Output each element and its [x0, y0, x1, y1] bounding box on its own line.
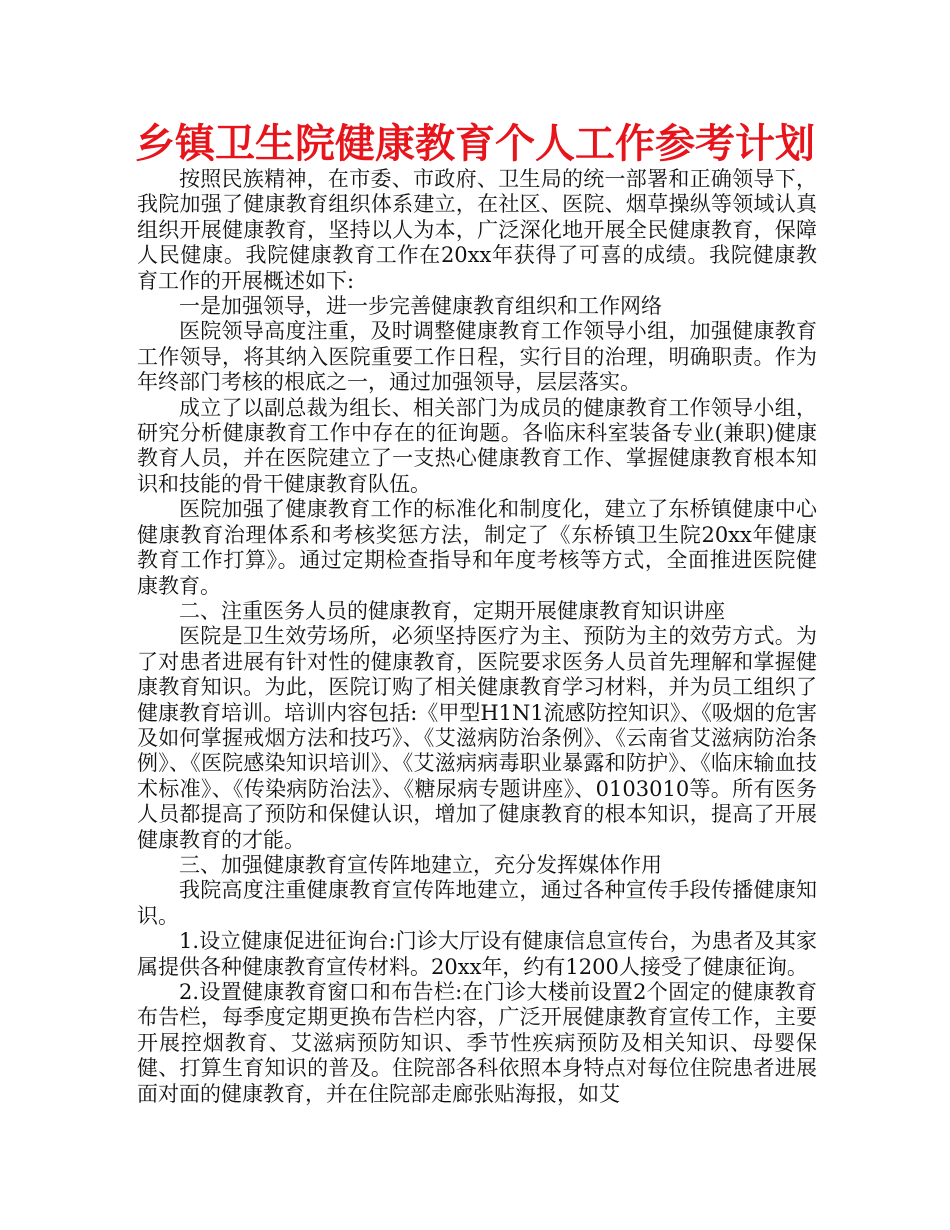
document-title: 乡镇卫生院健康教育个人工作参考计划	[135, 121, 815, 167]
paragraph: 按照民族精神，在市委、市政府、卫生局的统一部署和正确领导下，我院加强了健康教育组织体系建立，在社区、医院、烟草操纵等领域认真组织开展健康教育，坚持以人为本，广泛深化地开展全民健康教育，保障人民健康。我院健康教育工作在20xx年获得了可喜的成绩。我院健康教育工作的开展概述如下:	[137, 167, 817, 293]
paragraph: 二、注重医务人员的健康教育，定期开展健康教育知识讲座	[179, 598, 725, 623]
paragraph: 1.设立健康促进征询台:门诊大厅设有健康信息宣传台，为患者及其家属提供各种健康教育宣传材料。20xx年，约有1200人接受了健康征询。	[137, 929, 817, 979]
paragraph: 医院是卫生效劳场所，必须坚持医疗为主、预防为主的效劳方式。为了对患者进展有针对性的健康教育，医院要求医务人员首先理解和掌握健康教育知识。为此，医院订购了相关健康教育学习材料，并为员工组织了健康教育培训。培训内容包括:《甲型H1N1流感防控知识》、《吸烟的危害及如何掌握戒烟方法和技巧》、《艾滋病防治条例》、《云南省艾滋病防治条例》、《医院感染知识培训》、《艾滋病病毒职业暴露和防护》、《临床输血技术标准》、《传染病防治法》、《糖尿病专题讲座》、0103010等。所有医务人员都提高了预防和保健认识，增加了健康教育的根本知识，提高了开展健康教育的才能。	[137, 624, 817, 852]
paragraph: 医院加强了健康教育工作的标准化和制度化，建立了东桥镇健康中心健康教育治理体系和考核奖惩方法，制定了《东桥镇卫生院20xx年健康教育工作打算》。通过定期检查指导和年度考核等方式，全面推进医院健康教育。	[137, 497, 817, 598]
paragraph: 一是加强领导，进一步完善健康教育组织和工作网络	[179, 294, 662, 319]
document-body	[137, 167, 817, 1107]
paragraph: 成立了以副总裁为组长、相关部门为成员的健康教育工作领导小组，研究分析健康教育工作中存在的征询题。各临床科室装备专业(兼职)健康教育人员，并在医院建立了一支热心健康教育工作、掌握健康教育根本知识和技能的骨干健康教育队伍。	[137, 395, 817, 496]
paragraph: 医院领导高度注重，及时调整健康教育工作领导小组，加强健康教育工作领导，将其纳入医院重要工作日程，实行目的治理，明确职责。作为年终部门考核的根底之一，通过加强领导，层层落实。	[137, 319, 817, 395]
paragraph: 我院高度注重健康教育宣传阵地建立，通过各种宣传手段传播健康知识。	[137, 878, 817, 928]
paragraph: 2.设置健康教育窗口和布告栏:在门诊大楼前设置2个固定的健康教育布告栏，每季度定期更换布告栏内容，广泛开展健康教育宣传工作，主要开展控烟教育、艾滋病预防知识、季节性疾病预防及相关知识、母婴保健、打算生育知识的普及。住院部各科依照本身特点对每位住院患者进展面对面的健康教育，并在住院部走廊张贴海报，如艾	[137, 980, 817, 1106]
paragraph: 三、加强健康教育宣传阵地建立，充分发挥媒体作用	[179, 852, 662, 877]
